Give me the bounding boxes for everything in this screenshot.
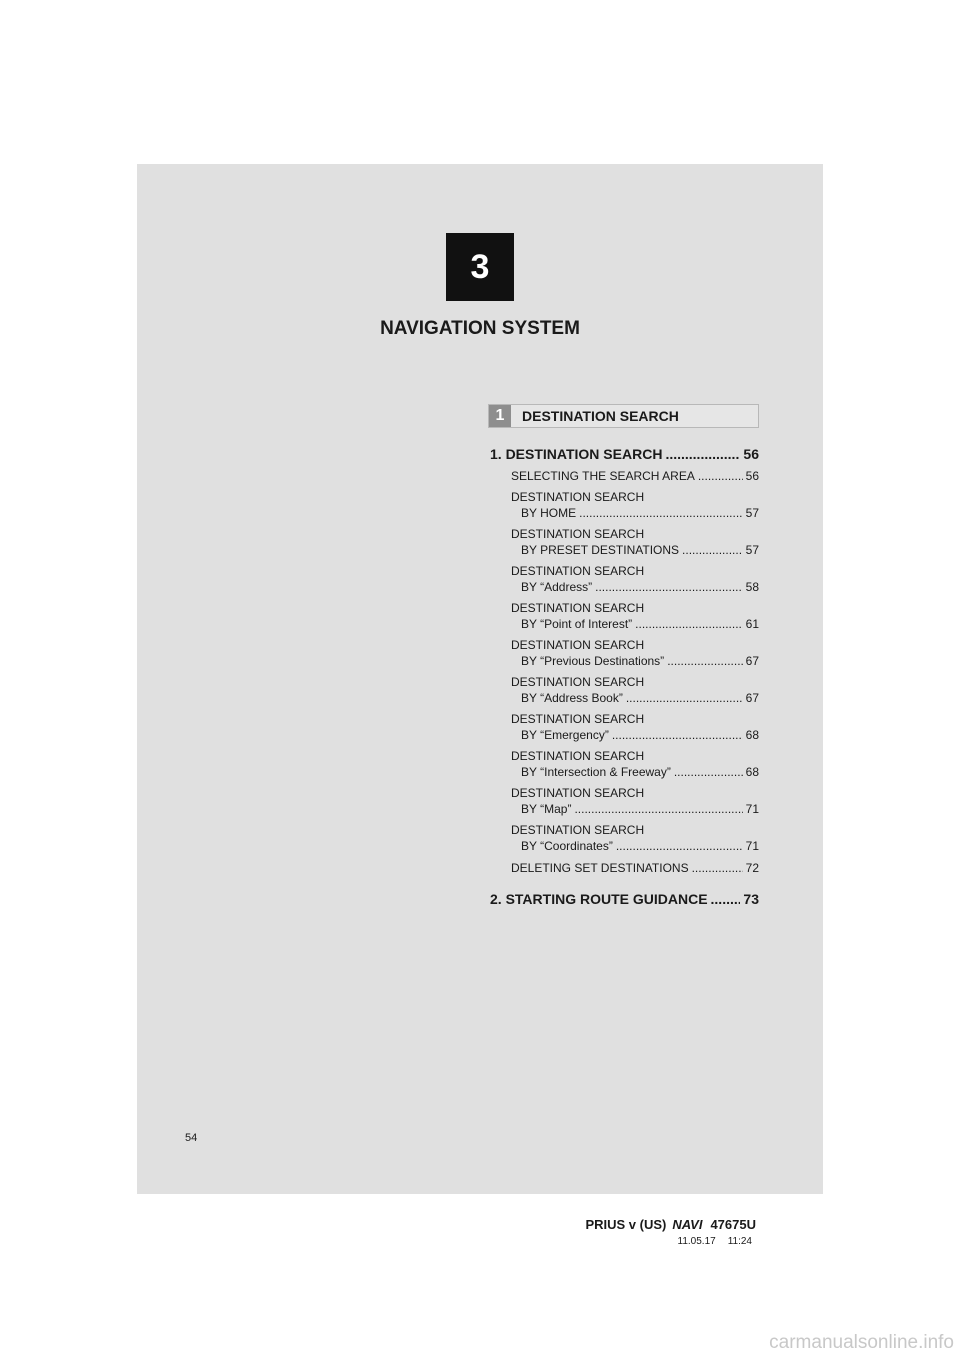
toc-leader-dots [626, 690, 743, 706]
toc-leader-dots [674, 764, 743, 780]
toc-entry-row [511, 801, 759, 817]
toc-leader-dots [616, 838, 743, 854]
toc-entry-row [511, 653, 759, 669]
toc-entry-heading: DESTINATION SEARCH [511, 564, 645, 578]
toc-entry-label: BY “Map” [521, 802, 572, 816]
toc-page-number: 67 [745, 654, 759, 668]
toc-leader-dots [612, 727, 743, 743]
toc-entry[interactable] [511, 468, 759, 484]
toc-entry-label: BY “Coordinates” [521, 839, 613, 853]
toc-page-number: 71 [745, 839, 759, 853]
toc-entry[interactable] [511, 563, 759, 595]
toc-page-number: 57 [745, 543, 759, 557]
toc-entry-label: BY “Address” [521, 580, 593, 594]
toc-leader-dots [635, 616, 742, 632]
toc-entry[interactable] [511, 674, 759, 706]
toc-entry-heading: DESTINATION SEARCH [511, 675, 645, 689]
toc-entry-label: BY “Previous Destinations” [521, 654, 665, 668]
toc-entry-label: BY “Emergency” [521, 728, 609, 742]
toc-entry-heading: DESTINATION SEARCH [511, 490, 645, 504]
toc-entry[interactable] [511, 822, 759, 854]
section-header [488, 404, 759, 428]
watermark: carmanualsonline.info [769, 1332, 954, 1353]
toc-entry-label: BY PRESET DESTINATIONS [521, 543, 680, 557]
toc-leader-dots [682, 542, 743, 558]
toc-entry-label: DELETING SET DESTINATIONS [511, 861, 689, 875]
toc-leader-dots [579, 505, 743, 521]
toc-entry-row [511, 468, 759, 484]
toc-entry[interactable] [511, 526, 759, 558]
toc-leader-dots [711, 891, 741, 907]
toc-leader-dots [574, 801, 742, 817]
toc-page-number: 68 [745, 728, 759, 742]
toc-page-number: 73 [743, 891, 759, 907]
toc-entry-label: BY “Intersection & Freeway” [521, 765, 671, 779]
toc-main-label: 1. DESTINATION SEARCH [490, 446, 663, 462]
toc-main-entry-1[interactable] [490, 446, 759, 462]
footer-date: 11.05.17 [677, 1236, 716, 1247]
toc-entry-label: BY “Point of Interest” [521, 617, 633, 631]
toc-entry-heading: DESTINATION SEARCH [511, 638, 645, 652]
toc-entry-heading: DESTINATION SEARCH [511, 712, 645, 726]
toc-leader-dots [692, 860, 743, 876]
footer-navi: NAVI [672, 1217, 703, 1232]
toc-page-number: 67 [745, 691, 759, 705]
toc-page-number: 56 [745, 469, 759, 483]
toc-entry[interactable] [511, 637, 759, 669]
toc-leader-dots [665, 446, 740, 462]
toc-main-label: 2. STARTING ROUTE GUIDANCE [490, 891, 708, 907]
toc-leader-dots [698, 468, 743, 484]
toc-entry-row [511, 616, 759, 632]
toc-entry-row [511, 579, 759, 595]
toc-entry[interactable] [511, 489, 759, 521]
footer-timestamp [678, 1236, 752, 1247]
toc-entry-row [511, 505, 759, 521]
toc-page-number: 71 [745, 802, 759, 816]
toc-entry[interactable] [511, 748, 759, 780]
footer-time: 11:24 [727, 1236, 752, 1247]
section-title: DESTINATION SEARCH [522, 408, 679, 424]
footer-code: 47675U [710, 1217, 756, 1232]
toc-entry-heading: DESTINATION SEARCH [511, 749, 645, 763]
toc-entry-label: SELECTING THE SEARCH AREA [511, 469, 695, 483]
chapter-title: NAVIGATION SYSTEM [380, 318, 580, 339]
toc-entry-row [511, 838, 759, 854]
toc-page-number: 61 [745, 617, 759, 631]
toc-entry-label: BY “Address Book” [521, 691, 623, 705]
section-number: 1 [489, 405, 511, 427]
toc-entry-heading: DESTINATION SEARCH [511, 601, 645, 615]
toc-leader-dots [595, 579, 743, 595]
page-number: 54 [185, 1132, 198, 1144]
toc-entry-label: BY HOME [521, 506, 577, 520]
toc-entry-row [511, 727, 759, 743]
toc-entry-row [511, 690, 759, 706]
toc-entry[interactable] [511, 860, 759, 876]
toc-entry[interactable] [511, 785, 759, 817]
toc-entry-heading: DESTINATION SEARCH [511, 527, 645, 541]
toc-page-number: 56 [743, 446, 759, 462]
toc-entry[interactable] [511, 600, 759, 632]
toc-entry[interactable] [511, 711, 759, 743]
toc-page-number: 68 [745, 765, 759, 779]
toc-leader-dots [667, 653, 742, 669]
toc-entry-row [511, 764, 759, 780]
toc-entry-row [511, 860, 759, 876]
toc-entry-heading: DESTINATION SEARCH [511, 786, 645, 800]
toc-main-entry-2[interactable] [490, 891, 759, 907]
footer-model-line [585, 1217, 756, 1232]
toc-page-number: 58 [745, 580, 759, 594]
toc-entry-row [511, 542, 759, 558]
footer-model: PRIUS v (US) [585, 1217, 667, 1232]
toc-page-number: 72 [745, 861, 759, 875]
toc-page-number: 57 [745, 506, 759, 520]
chapter-number-badge: 3 [446, 233, 514, 301]
toc-entry-heading: DESTINATION SEARCH [511, 823, 645, 837]
